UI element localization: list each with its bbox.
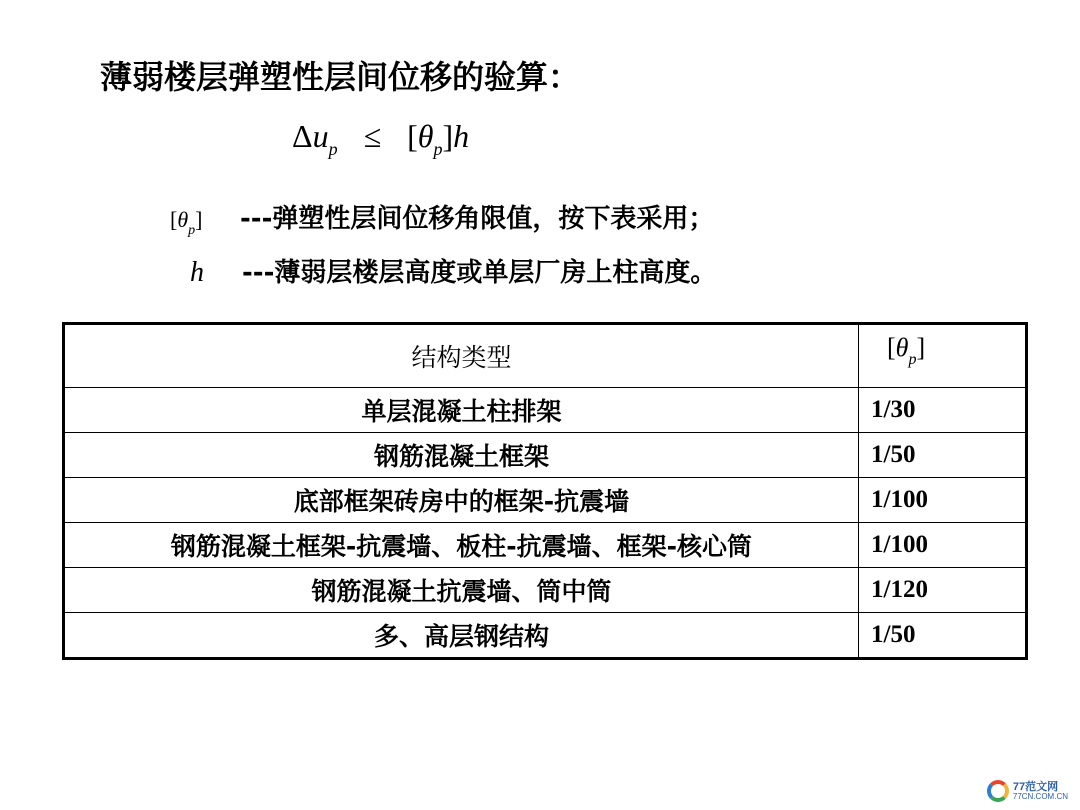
- definition-h: [190, 252, 716, 289]
- definition-h-text: ---薄弱层楼层高度或单层厂房上柱高度。: [242, 258, 717, 288]
- formula-delta: Δ: [292, 118, 313, 154]
- table-cell-value: 1/50: [859, 613, 1027, 659]
- watermark-main-text: 77范文网: [1012, 780, 1059, 793]
- formula-lbracket: [: [407, 118, 418, 154]
- table-cell-value: 1/30: [859, 388, 1027, 433]
- table-row: [64, 433, 1027, 478]
- formula-theta-sub-p: p: [433, 139, 443, 159]
- definition-theta-symbol: $[\theta_p]$: [170, 207, 203, 238]
- formula-u: u: [312, 118, 329, 154]
- watermark-logo: [987, 780, 1068, 802]
- formula-leq: ≤: [363, 118, 382, 154]
- formula-h: h: [453, 118, 470, 154]
- watermark-sub-text: 77CN.COM.CN: [1012, 791, 1068, 801]
- table-cell-type: 单层混凝土柱排架: [64, 388, 859, 433]
- table-cell-value: 1/50: [859, 433, 1027, 478]
- definition-theta: [170, 198, 715, 238]
- formula-sub-p: p: [328, 139, 338, 159]
- table-header-type: 结构类型: [64, 324, 859, 388]
- page-title: 薄弱楼层弹塑性层间位移的验算：: [100, 58, 581, 96]
- table-cell-value: 1/120: [859, 568, 1027, 613]
- definition-theta-text: ---弹塑性层间位移角限值，按下表采用；: [240, 204, 715, 234]
- table-cell-type: 钢筋混凝土框架: [64, 433, 859, 478]
- table-header-value: $[\theta_p]$: [859, 324, 1027, 388]
- table-header-row: [64, 324, 1027, 388]
- formula-rbracket: ]: [442, 118, 454, 154]
- table-cell-value: 1/100: [859, 478, 1027, 523]
- definition-h-symbol: h: [190, 257, 204, 288]
- table-cell-type: 底部框架砖房中的框架-抗震墙: [64, 478, 859, 523]
- table-cell-value: 1/100: [859, 523, 1027, 568]
- table-row: [64, 523, 1027, 568]
- ring-logo-icon: [987, 780, 1009, 802]
- displacement-formula: [292, 118, 470, 159]
- table-row: [64, 478, 1027, 523]
- table-row: [64, 568, 1027, 613]
- table-row: [64, 613, 1027, 659]
- drift-limit-table: [62, 322, 1028, 660]
- formula-theta: θ: [417, 118, 434, 154]
- table-row: [64, 388, 1027, 433]
- table-cell-type: 多、高层钢结构: [64, 613, 859, 659]
- table-cell-type: 钢筋混凝土抗震墙、筒中筒: [64, 568, 859, 613]
- table-cell-type: 钢筋混凝土框架-抗震墙、板柱-抗震墙、框架-核心筒: [64, 523, 859, 568]
